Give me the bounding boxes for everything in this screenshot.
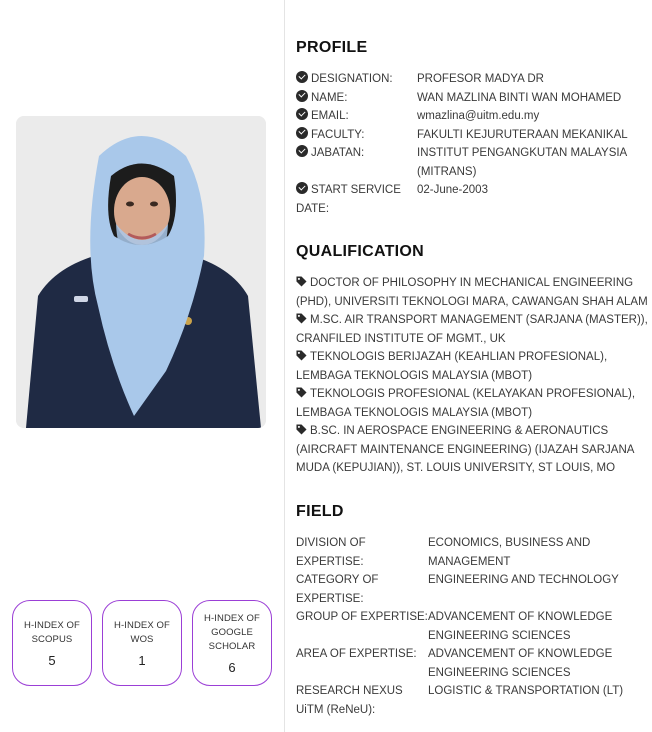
profile-label: NAME: [311, 91, 348, 104]
profile-value: FAKULTI KEJURUTERAAN MEKANIKAL [417, 128, 628, 141]
check-circle-icon [296, 127, 308, 139]
check-circle-icon [296, 108, 308, 120]
profile-row-email [296, 107, 652, 126]
field-value: ENGINEERING AND TECHNOLOGY [428, 574, 619, 586]
qualification-text: DOCTOR OF PHILOSOPHY IN MECHANICAL ENGINEERING (PHD), UNIVERSITI TEKNOLOGI MARA, CAWANGAN SHAH ALAM [296, 277, 648, 308]
badge-value: 5 [48, 652, 56, 668]
profile-label: DESIGNATION: [311, 73, 393, 85]
qualification-item [296, 422, 652, 478]
profile-value: 02-June-2003 [417, 184, 488, 196]
column-divider [284, 0, 285, 732]
check-circle-icon [296, 182, 308, 194]
profile-heading: PROFILE [296, 39, 368, 56]
field-label: RESEARCH NEXUS UiTM (ReNeU): [296, 685, 403, 716]
check-circle-icon [296, 71, 308, 83]
profile-photo [16, 116, 266, 428]
h-index-scopus-badge[interactable] [12, 600, 92, 686]
email-link[interactable]: wmazlina@uitm.edu.my [417, 110, 540, 122]
profile-value: WAN MAZLINA BINTI WAN MOHAMED [417, 91, 622, 104]
profile-value: INSTITUT PENGANGKUTAN MALAYSIA (MITRANS) [417, 147, 627, 178]
check-circle-icon [296, 145, 308, 157]
qualification-list [296, 274, 652, 478]
profile-label: EMAIL: [311, 110, 349, 122]
profile-row-jabatan [296, 144, 652, 181]
profile-row-start-service [296, 181, 652, 218]
field-label: DIVISION OF EXPERTISE: [296, 537, 366, 568]
left-panel [0, 0, 284, 732]
field-row-area [296, 645, 652, 682]
field-label: GROUP OF EXPERTISE: [296, 611, 428, 623]
right-panel [296, 0, 652, 732]
field-label: CATEGORY OF EXPERTISE: [296, 574, 379, 605]
profile-list [296, 70, 652, 218]
profile-label: START SERVICE DATE: [296, 184, 401, 215]
tag-icon [296, 276, 307, 287]
profile-row-faculty [296, 126, 652, 145]
field-value: ECONOMICS, BUSINESS AND MANAGEMENT [428, 537, 591, 568]
field-row-division [296, 534, 652, 571]
field-value: LOGISTIC & TRANSPORTATION (LT) [428, 685, 624, 697]
field-row-category [296, 571, 652, 608]
field-list [296, 534, 652, 719]
profile-row-name [296, 89, 652, 108]
profile-label: JABATAN: [311, 147, 365, 159]
badge-label: H-INDEX OF SCOPUS [24, 619, 80, 645]
badge-value: 6 [228, 659, 236, 675]
field-heading: FIELD [296, 503, 344, 520]
h-index-wos-badge[interactable] [102, 600, 182, 686]
badge-value: 1 [138, 652, 146, 668]
qualification-item [296, 311, 652, 348]
field-label: AREA OF EXPERTISE: [296, 648, 417, 660]
qualification-text: M.SC. AIR TRANSPORT MANAGEMENT (SARJANA (MASTER)), CRANFILED INSTITUTE OF MGMT., UK [296, 314, 648, 345]
badge-label: H-INDEX OF WOS [114, 619, 170, 645]
h-index-badges [12, 600, 272, 686]
tag-icon [296, 350, 307, 361]
qualification-heading: QUALIFICATION [296, 243, 425, 260]
profile-row-designation [296, 70, 652, 89]
qualification-text: B.SC. IN AEROSPACE ENGINEERING & AERONAUTICS (AIRCRAFT MAINTENANCE ENGINEERING) (IJAZAH SARJANA MUDA (KEPUJIAN)), ST. LOUIS UNIVERSITY, ST LOUIS, MO [296, 425, 634, 474]
profile-photo-image [16, 116, 266, 428]
badge-label: H-INDEX OF GOOGLE SCHOLAR [204, 612, 260, 652]
qualification-item [296, 385, 652, 422]
qualification-text: TEKNOLOGIS BERIJAZAH (KEAHLIAN PROFESIONAL), LEMBAGA TEKNOLOGIS MALAYSIA (MBOT) [296, 351, 608, 382]
qualification-text: TEKNOLOGIS PROFESIONAL (KELAYAKAN PROFESIONAL), LEMBAGA TEKNOLOGIS MALAYSIA (MBOT) [296, 388, 636, 419]
tag-icon [296, 424, 307, 435]
h-index-google-scholar-badge[interactable] [192, 600, 272, 686]
profile-label: FACULTY: [311, 128, 365, 141]
profile-value: PROFESOR MADYA DR [417, 73, 544, 85]
check-circle-icon [296, 90, 308, 102]
field-value: ADVANCEMENT OF KNOWLEDGE ENGINEERING SCIENCES [428, 648, 613, 679]
field-row-group [296, 608, 652, 645]
tag-icon [296, 313, 307, 324]
qualification-item [296, 274, 652, 311]
qualification-item [296, 348, 652, 385]
field-row-research-nexus [296, 682, 652, 719]
tag-icon [296, 387, 307, 398]
field-value: ADVANCEMENT OF KNOWLEDGE ENGINEERING SCIENCES [428, 611, 613, 642]
